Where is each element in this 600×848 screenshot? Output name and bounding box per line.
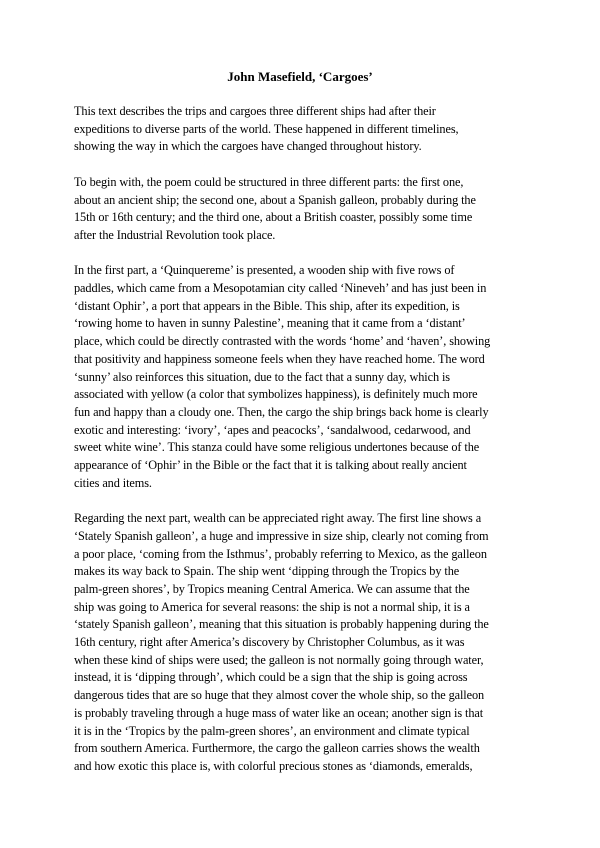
text-line: 15th or 16th century; and the third one, about a British coaster, possibly some time xyxy=(74,210,473,225)
text-line: To begin with, the poem could be structured in three different parts: the first one, xyxy=(74,174,464,189)
text-line: 16th century, right after America’s discovery by Christopher Columbus, as it was xyxy=(74,635,465,650)
text-line: about an ancient ship; the second one, about a Spanish galleon, probably during the xyxy=(74,192,476,207)
text-line: makes its way back to Spain. The ship went ‘dipping through the Tropics by the xyxy=(74,564,460,579)
text-line: cities and items. xyxy=(74,475,152,490)
body-paragraph xyxy=(74,510,528,776)
document-body xyxy=(74,103,528,793)
text-line: appearance of ‘Ophir’ in the Bible or the fact that it is talking about really ancient xyxy=(74,458,467,473)
text-line: associated with yellow (a color that symbolizes happiness), is definitely much more xyxy=(74,387,478,402)
text-line: after the Industrial Revolution took place. xyxy=(74,227,276,242)
text-line: it is in the ‘Tropics by the palm-green shores’, an environment and climate typical xyxy=(74,723,470,738)
text-line: when these kind of ships were used; the galleon is not normally going through water, xyxy=(74,652,484,667)
document-title: John Masefield, ‘Cargoes’ xyxy=(227,69,373,84)
text-line: showing the way in which the cargoes have changed throughout history. xyxy=(74,139,422,154)
text-line: expeditions to diverse parts of the world. These happened in different timelines, xyxy=(74,121,459,136)
text-line: palm-green shores’, by Tropics meaning Central America. We can assume that the xyxy=(74,581,470,596)
body-paragraph xyxy=(74,174,528,245)
text-line: exotic and interesting: ‘ivory’, ‘apes and peacocks’, ‘sandalwood, cedarwood, and xyxy=(74,422,471,437)
text-line: sweet white wine’. This stanza could have some religious undertones because of the xyxy=(74,440,480,455)
text-line: This text describes the trips and cargoes three different ships had after their xyxy=(74,104,436,118)
body-paragraph xyxy=(74,262,528,492)
text-line: ‘stately Spanish galleon’, meaning that this situation is probably happening during the xyxy=(74,617,489,632)
text-line: paddles, which came from a Mesopotamian city called ‘Nineveh’ and has just been in xyxy=(74,281,487,295)
text-line: ‘Stately Spanish galleon’, a huge and impressive in size ship, clearly not coming from xyxy=(74,528,489,543)
text-line: place, which could be directly contrasted with the words ‘home’ and ‘haven’, showing xyxy=(74,334,491,349)
text-line: that positivity and happiness someone feels when they have reached home. The word xyxy=(74,351,485,366)
text-line: is probably traveling through a huge mass of water like an ocean; another sign is that xyxy=(74,705,484,720)
text-line: ‘sunny’ also reinforces this situation, due to the fact that a sunny day, which is xyxy=(74,369,450,384)
text-line: from southern America. Furthermore, the cargo the galleon carries shows the wealth xyxy=(74,741,480,756)
text-line: fun and happy than a cloudy one. Then, the cargo the ship brings back home is clearly xyxy=(74,404,489,419)
text-line: instead, it is ‘dipping through’, which could be a sign that the ship is going across xyxy=(74,670,468,685)
body-paragraph xyxy=(74,103,528,156)
text-line: In the first part, a ‘Quinquereme’ is presented, a wooden ship with five rows of xyxy=(74,263,455,278)
text-line: ‘distant Ophir’, a port that appears in the Bible. This ship, after its expedition, is xyxy=(74,298,460,313)
text-line: dangerous tides that are so huge that they almost cover the whole ship, so the galleon xyxy=(74,688,485,703)
text-line: ‘rowing home to haven in sunny Palestine’, meaning that it came from a ‘distant’ xyxy=(74,316,466,331)
text-line: Regarding the next part, wealth can be appreciated right away. The first line shows a xyxy=(74,511,482,526)
text-line: and how exotic this place is, with colorful precious stones as ‘diamonds, emeralds, xyxy=(74,758,473,773)
text-line: a poor place, ‘coming from the Isthmus’, probably referring to Mexico, as the galleon xyxy=(74,546,487,561)
text-line: ship was going to America for several reasons: the ship is not a normal ship, it is a xyxy=(74,599,470,614)
